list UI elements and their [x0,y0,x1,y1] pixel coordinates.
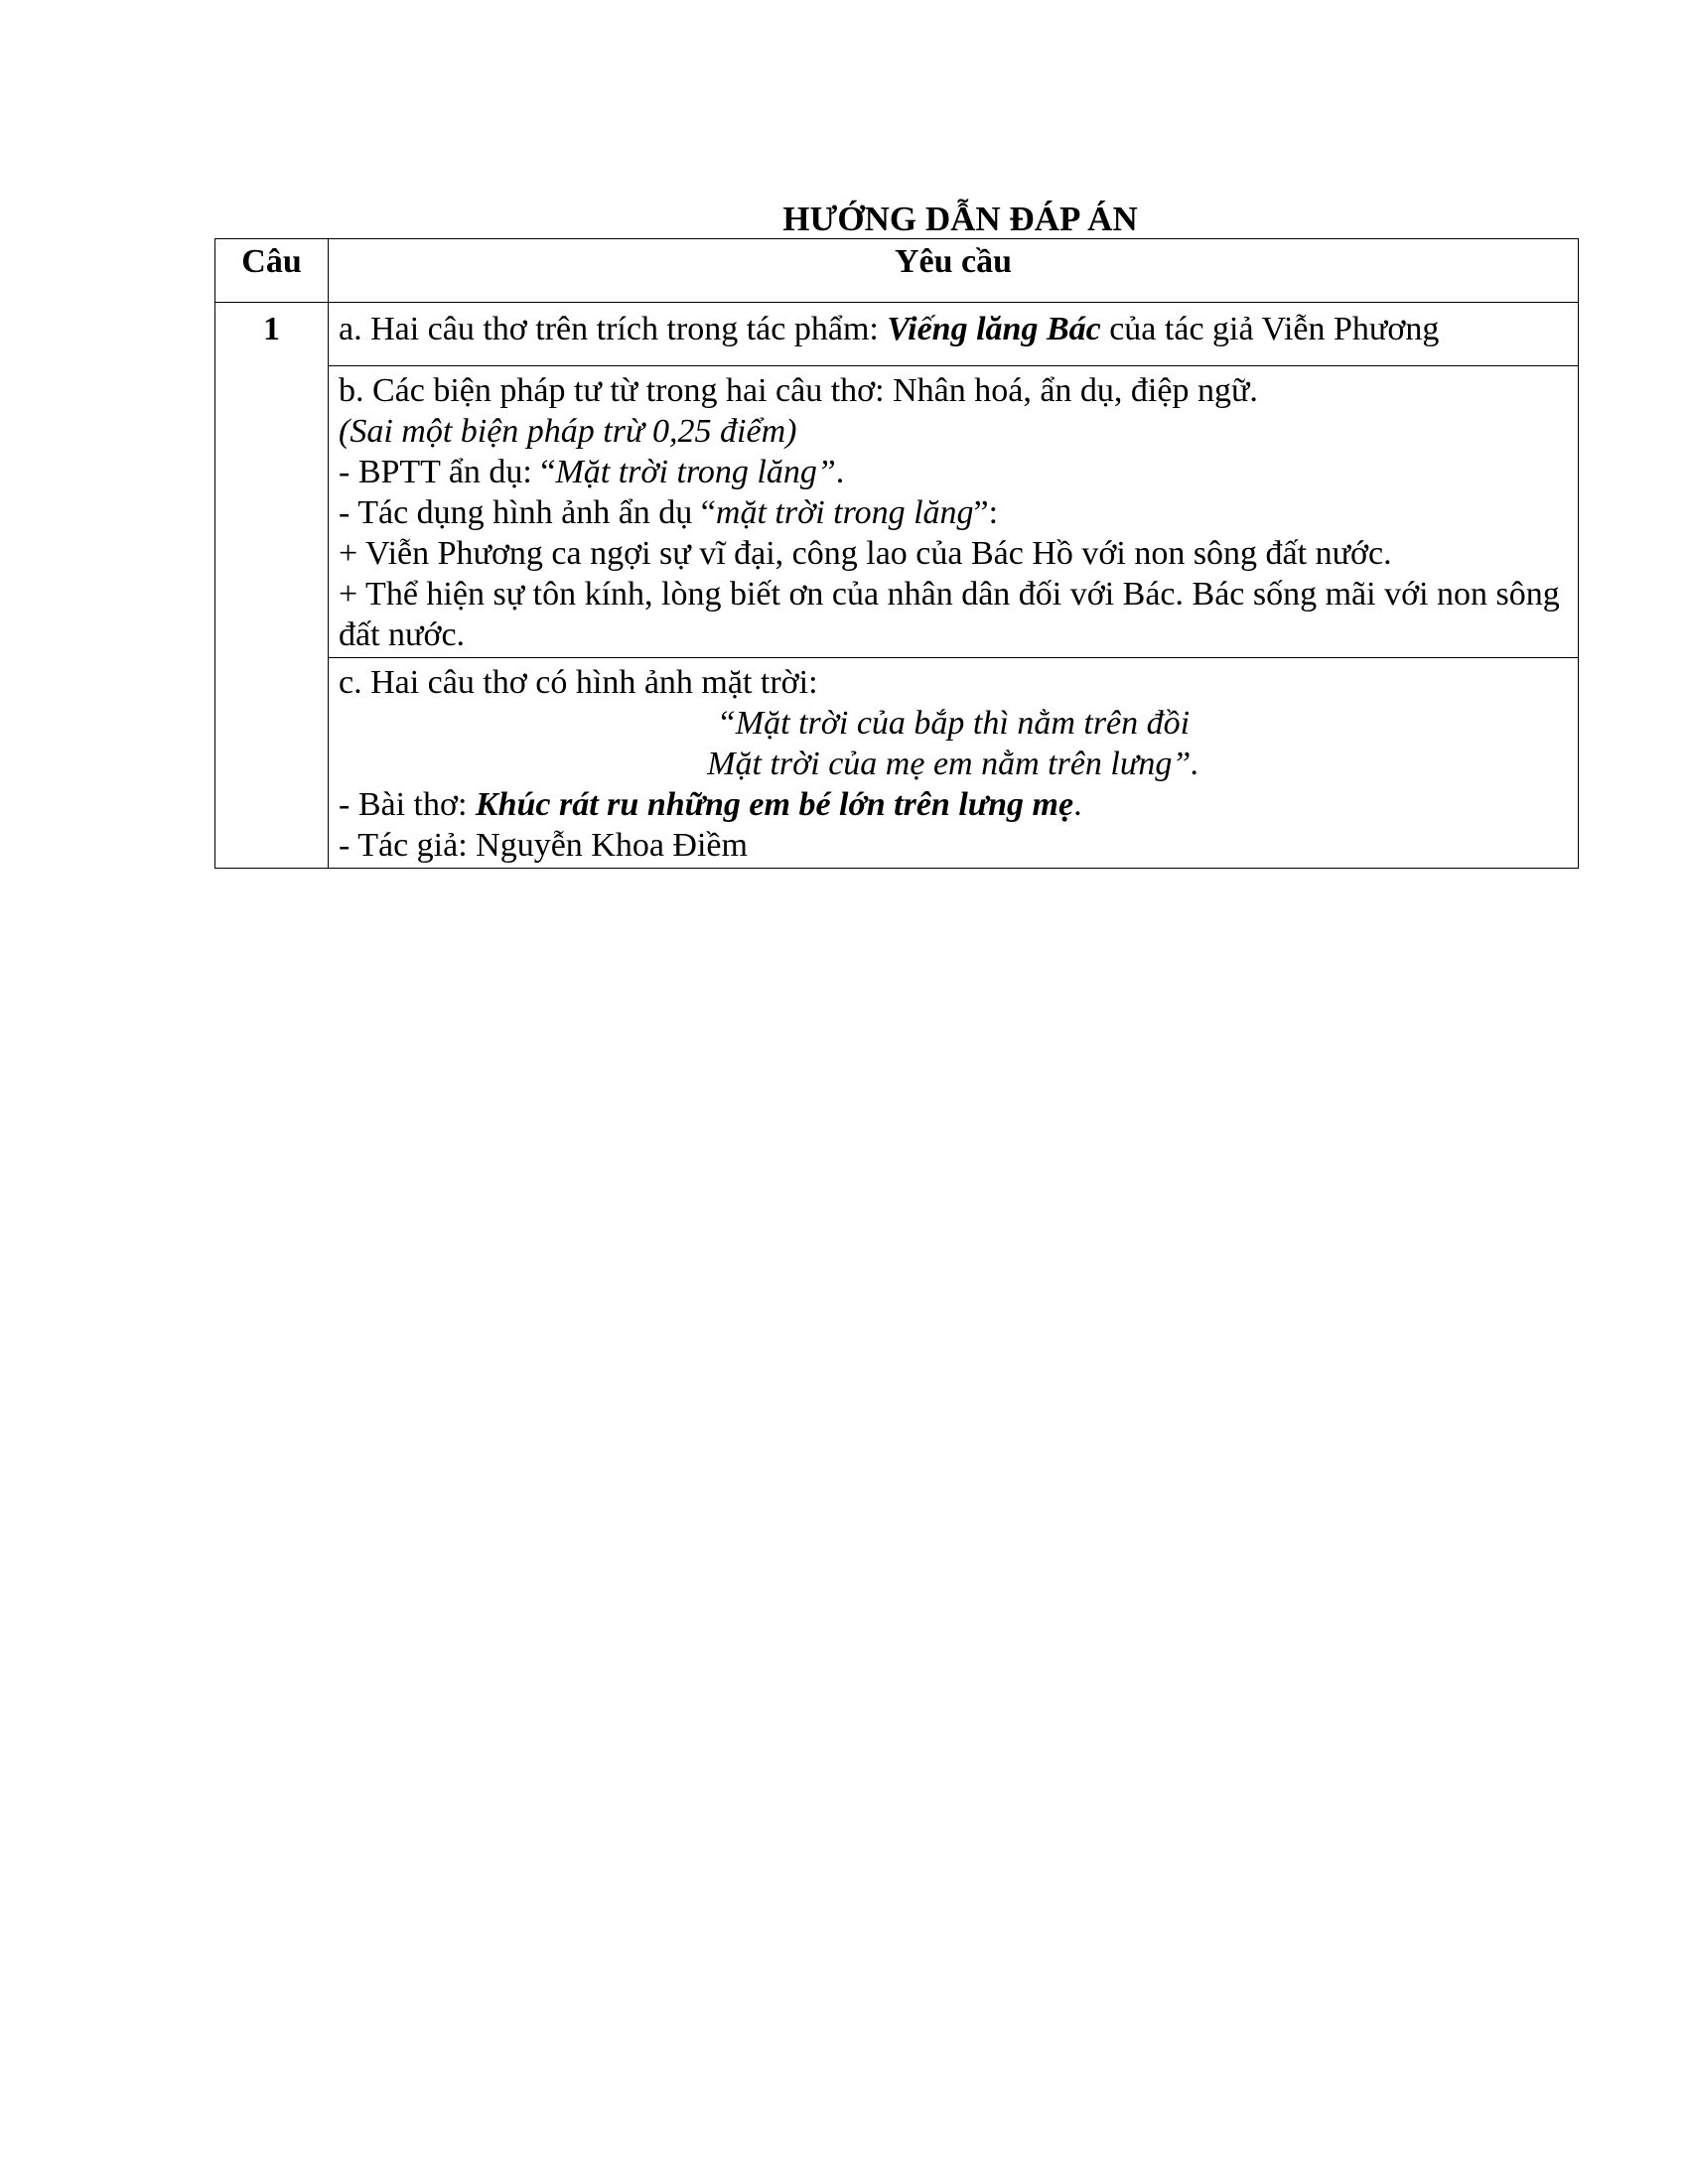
answer-part-b [329,366,1579,658]
answer-table [214,238,1579,869]
answer-part-a [329,303,1579,366]
part-b-line5: + Viễn Phương ca ngợi sự vĩ đại, công lao của Bác Hồ với non sông đất nước. [339,535,1392,572]
part-c-author: - Tác giả: Nguyễn Khoa Điềm [339,827,748,864]
part-b-line3 [339,452,1568,492]
header-yeu-cau: Yêu cầu [329,239,1579,303]
part-b-line4-prefix: - Tác dụng hình ảnh ẩn dụ “ [339,494,716,531]
part-b-line3-prefix: - BPTT ẩn dụ: “ [339,454,556,490]
part-c-poem-suffix: . [1073,786,1082,823]
part-b-line4-quote: mặt trời trong lăng [715,494,974,531]
part-a-suffix: của tác giả Viễn Phương [1100,311,1440,347]
part-a-work-title: Viếng lăng Bác [887,311,1101,347]
document-title: HƯỚNG DẪN ĐÁP ÁN [782,200,1138,238]
part-b-note: (Sai một biện pháp trừ 0,25 điểm) [339,413,797,450]
answer-part-c [329,658,1579,869]
part-c-verse2: Mặt trời của mẹ em nằm trên lưng”. [707,746,1199,782]
part-c-poem-prefix: - Bài thơ: [339,786,476,823]
question-number: 1 [215,303,329,869]
table-row [215,658,1579,869]
part-b-line4-suffix: ”: [973,494,999,531]
header-cau: Câu [215,239,329,303]
part-c-poem-title: Khúc rát ru những em bé lớn trên lưng mẹ [475,786,1074,823]
part-c-line1: c. Hai câu thơ có hình ảnh mặt trời: [339,664,818,701]
part-b-line3-suffix: . [835,454,845,490]
table-row [215,303,1579,366]
part-b-line4 [339,492,1568,533]
part-c-poem [339,784,1568,825]
part-b-line1: b. Các biện pháp tư từ trong hai câu thơ: Nhân hoá, ẩn dụ, điệp ngữ. [339,372,1258,409]
part-b-line3-quote: Mặt trời trong lăng” [555,454,836,490]
part-c-verse1: “Mặt trời của bắp thì nằm trên đồi [716,705,1191,742]
table-header-row [215,239,1579,303]
part-a-prefix: a. Hai câu thơ trên trích trong tác phẩm: [339,311,888,347]
part-b-line6: + Thể hiện sự tôn kính, lòng biết ơn của nhân dân đối với Bác. Bác sống mãi với non sông đất nước. [339,576,1560,653]
table-row [215,366,1579,658]
